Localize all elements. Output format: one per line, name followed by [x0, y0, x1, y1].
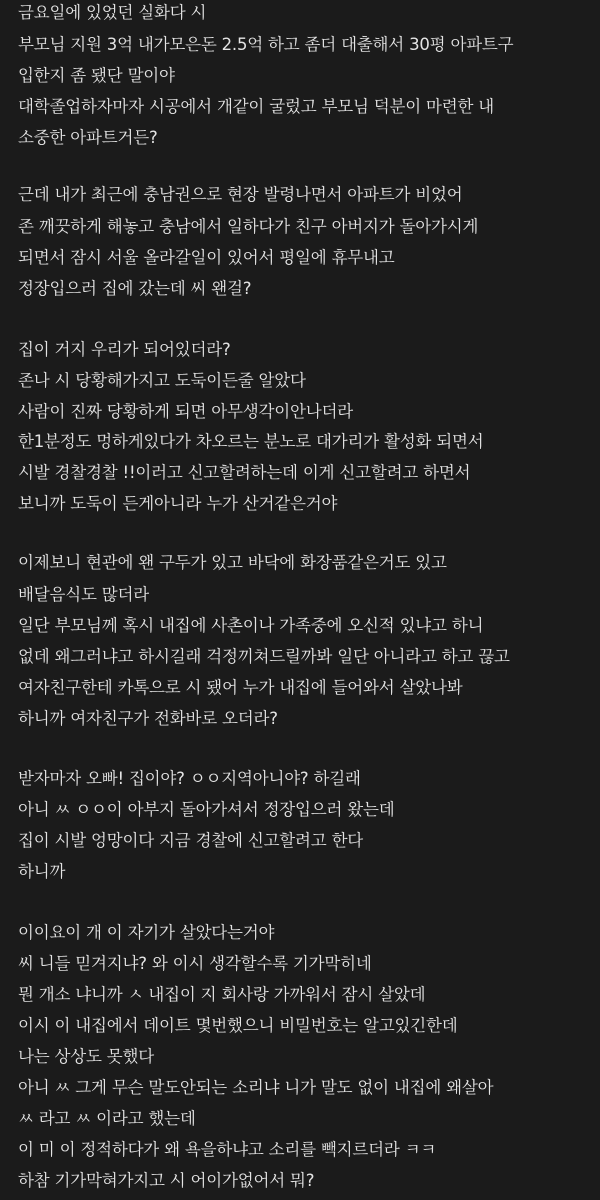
text-line: 씨 니들 믿겨지냐? 와 이시 생각할수록 기가막히네 — [18, 954, 372, 973]
text-line: 시발 경찰경찰 !!이러고 신고할려하는데 이게 신고할려고 하면서 — [18, 463, 471, 482]
text-line: 없데 왜그러냐고 하시길래 걱정끼쳐드릴까봐 일단 아니라고 하고 끊고 — [18, 647, 510, 666]
text-line: 사람이 진짜 당황하게 되면 아무생각이안나더라 — [18, 402, 353, 421]
text-line: 금요일에 있었던 실화다 시 — [18, 3, 207, 22]
text-line: 되면서 잠시 서울 올라갈일이 있어서 평일에 휴무내고 — [18, 248, 395, 267]
text-line: 이시 이 내집에서 데이트 몇번했으니 비밀번호는 알고있긴한데 — [18, 1016, 458, 1035]
text-line: 하니까 — [18, 862, 66, 881]
text-line: 아니 ㅆ ㅇㅇ이 아부지 돌아가셔서 정장입으러 왔는데 — [18, 800, 395, 819]
text-line: 근데 내가 최근에 충남권으로 현장 발령나면서 아파트가 비었어 — [18, 185, 463, 204]
text-line: 한1분정도 멍하게있다가 차오르는 분노로 대가리가 활성화 되면서 — [18, 432, 484, 451]
text-line: 존 깨끗하게 해놓고 충남에서 일하다가 친구 아버지가 돌아가시게 — [18, 217, 479, 236]
text-line: 뭔 개소 냐니까 ㅅ 내집이 지 회사랑 가까워서 잠시 살았데 — [18, 985, 426, 1004]
text-line: 받자마자 오빠! 집이야? ㅇㅇ지역아니야? 하길래 — [18, 769, 361, 788]
text-line: 존나 시 당황해가지고 도둑이든줄 알았다 — [18, 371, 306, 390]
text-line: 아니 ㅆ 그게 무슨 말도안되는 소리냐 니가 말도 없이 내집에 왜살아 — [18, 1078, 494, 1097]
text-line: 여자친구한테 카톡으로 시 됐어 누가 내집에 들어와서 살았나봐 — [18, 678, 463, 697]
text-line: 하참 기가막혀가지고 시 어이가없어서 뭐? — [18, 1171, 315, 1190]
text-line: 부모님 지원 3억 내가모은돈 2.5억 하고 좀더 대출해서 30평 아파트구 — [18, 35, 514, 54]
text-line: 이이요이 개 이 자기가 살았다는거야 — [18, 923, 275, 942]
text-line: 나는 상상도 못했다 — [18, 1047, 155, 1066]
text-line: 일단 부모님께 혹시 내집에 사촌이나 가족중에 오신적 있냐고 하니 — [18, 616, 484, 635]
text-line: ㅆ 라고 ㅆ 이라고 했는데 — [18, 1109, 196, 1128]
text-line: 하니까 여자친구가 전화바로 오더라? — [18, 709, 278, 728]
text-line: 집이 거지 우리가 되어있더라? — [18, 340, 231, 359]
text-line: 정장입으러 집에 갔는데 씨 왠걸? — [18, 279, 252, 298]
text-line: 배달음식도 많더라 — [18, 585, 149, 604]
text-line: 이제보니 현관에 왠 구두가 있고 바닥에 화장품같은거도 있고 — [18, 553, 447, 572]
text-line: 입한지 좀 됐단 말이야 — [18, 66, 175, 85]
text-line: 보니까 도둑이 든게아니라 누가 산거같은거야 — [18, 494, 338, 513]
text-line: 집이 시발 엉망이다 지금 경찰에 신고할려고 한다 — [18, 831, 364, 850]
text-line: 이 미 이 정적하다가 왜 욕을하냐고 소리를 빽지르더라 ㅋㅋ — [18, 1140, 437, 1159]
text-line: 대학졸업하자마자 시공에서 개같이 굴렀고 부모님 덕분이 마련한 내 — [18, 97, 495, 116]
text-line: 소중한 아파트거든? — [18, 128, 158, 147]
